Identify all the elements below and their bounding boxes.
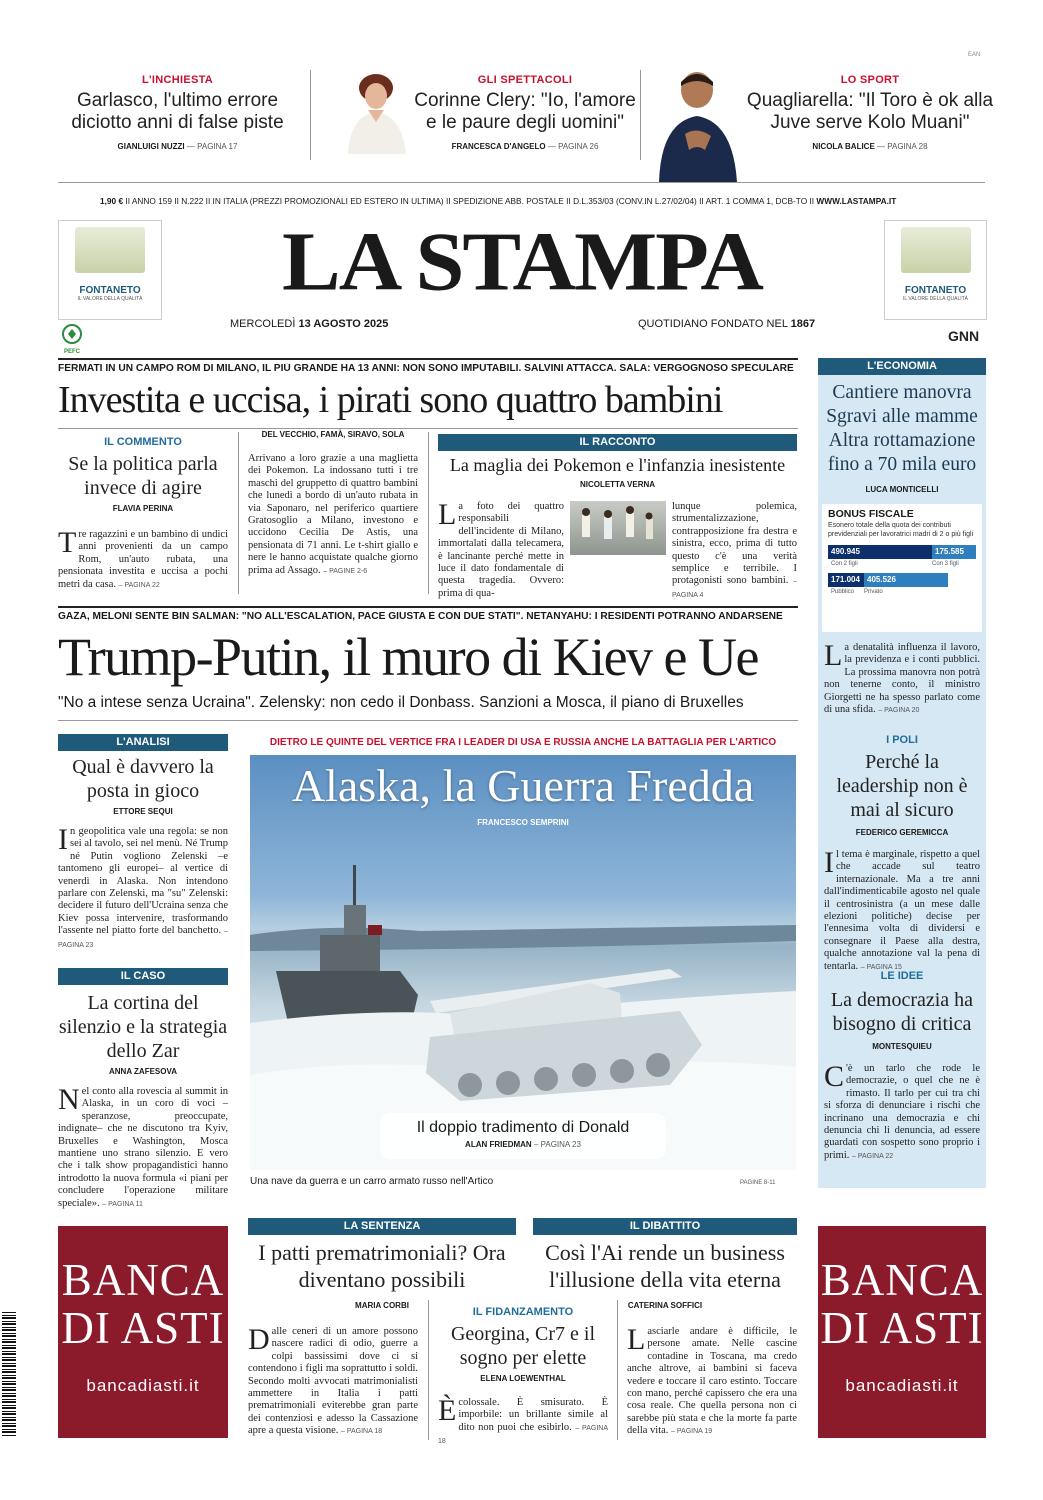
divider (310, 70, 311, 160)
dibattito-body: Lasciarle andare è difficile, le persone amate. Nelle cascine contadine in Toscana, ma credo anche altrove, ai bambini si faceva vedere e toccare il caro estinto. Toccare con mano, perché capissero che era una cosa reale. Che quella persona non ci sarebbe più stata e che la morte fa parte della vita. – PAGINA 19 (627, 1323, 797, 1437)
economia-body: La denatalità influenza il lavoro, la previdenza e i conti pubblici. La prossima manovra non potrà non tenerne conto, il ministro Giorgetti ne ha spesso parlato come di una sfida. – PAGINA 20 (824, 639, 980, 716)
racconto-box[interactable] (438, 434, 797, 602)
idee-box[interactable] (818, 970, 986, 1163)
teaser-title: Corinne Clery: "Io, l'amore e le paure degli uomini" (414, 90, 636, 133)
gnn-logo: GNN (948, 328, 980, 344)
ad-tagline: IL VALORE DELLA QUALITÀ (77, 296, 143, 302)
ad-fontaneto-right[interactable] (884, 220, 987, 320)
bonus-bar-2: 171.004 405.526 (828, 573, 976, 587)
teaser-sport[interactable] (745, 74, 995, 151)
sentenza-kicker: LA SENTENZA (248, 1218, 516, 1235)
dibattito-title: Così l'Ai rende un business l'illusione della vita eterna (545, 1240, 785, 1292)
racconto-body-left: La foto dei quattro responsabili dell'incidente di Milano, immortalati dalla telecamera, è lancinante perché mette in luce il dato fondamentale di questa tragedia. Ovvero: prima di qua- (438, 498, 564, 599)
bank-ad-right[interactable] (818, 1226, 986, 1438)
inset-byline: ALAN FRIEDMAN – PAGINA 23 (465, 1140, 581, 1149)
sentenza-title: I patti prematrimoniali? Ora diventano possibili (258, 1240, 506, 1292)
fidanzamento-title: Georgina, Cr7 e il sogno per elette (450, 1323, 596, 1369)
ad-fontaneto-left[interactable] (58, 220, 162, 320)
divider (640, 70, 641, 160)
economia-box[interactable] (818, 358, 986, 494)
masthead-date: MERCOLEDÌ 13 AGOSTO 2025 (230, 318, 389, 330)
bank-ad-left[interactable] (58, 1226, 228, 1438)
teaser-byline: NICOLA BALICE — PAGINA 28 (812, 142, 928, 151)
teaser-quagliarella-photo (655, 64, 740, 182)
divider (238, 432, 239, 594)
inset-box[interactable] (380, 1113, 666, 1159)
divider (428, 432, 429, 594)
bank-line1: BANCA (61, 1255, 225, 1305)
sentenza-box[interactable] (248, 1218, 516, 1310)
teaser-title: Quagliarella: "Il Toro è ok alla Juve serve Kolo Muani" (746, 90, 994, 133)
pefc-logo: PEFC (60, 324, 84, 352)
teaser-kicker: GLI SPETTACOLI (477, 74, 573, 86)
teaser-title: Garlasco, l'ultimo errore diciotto anni di false piste (71, 90, 284, 133)
commento-title: Se la politica parla invece di agire (68, 453, 218, 499)
idee-body: C 'è un tarlo che rode le democrazie, o quel che ne è rimasto. Il tarlo per cui tra chi si sforza di denunciare i rischi che incrinano una democrazia e chi denuncia chi li denuncia, ad essere guardati con sospetto sono proprio i primi. – PAGINA 22 (824, 1060, 980, 1161)
caso-kicker: IL CASO (58, 968, 228, 985)
poli-kicker: I POLI (886, 734, 918, 746)
racconto-body-right: lunque polemica, strumentalizzazione, contrapposizione fra destra e sinistra, ecco, prima di tutto questo c'è una verità semplice e terribile. I protagonisti sono bambini. – PAGINA 4 (672, 501, 797, 599)
caso-title: La cortina del silenzio e la strategia dello Zar (58, 992, 228, 1062)
dibattito-box[interactable] (533, 1218, 797, 1310)
ean-ref: EAN (968, 52, 981, 58)
bonus-desc: Esonero totale della quota dei contributi previdenziali per lavoratrici madri di 2 o più figli (828, 522, 974, 538)
story1-authors: DEL VECCHIO, FAMÀ, SIRAVO, SOLA (261, 430, 405, 439)
product-image (75, 227, 145, 273)
bank-line2: DI ASTI (820, 1303, 984, 1353)
bonus-bar-1: 490.945 175.585 (828, 545, 976, 559)
sentenza-byline: MARIA CORBI (355, 1301, 409, 1310)
analisi-title: Qual è davvero la posta in gioco (72, 756, 214, 802)
teaser-kicker: L'INCHIESTA (141, 74, 214, 86)
idee-title: La democrazia ha bisogno di critica (830, 989, 974, 1035)
teaser-clery-photo (340, 66, 412, 154)
info-line (100, 196, 945, 206)
story1-body: Arrivano a loro grazie a una maglietta dei Pokemon. La indossano tutti i tre maschi del gruppetto di quattro bambini che lunedì a bordo di un'auto rubata in via Saponaro, nel periferico quartiere Gratosoglio a Milano, investono e uccidono Cecilia De Astis, una pensionata di 71 anni. Le t-shirt giallo e nere le hanno acquistate qualche giorno prima ad Assago. – PAGINE 2-6 (248, 453, 418, 576)
story2-overline: GAZA, MELONI SENTE BIN SALMAN: "NO ALL'ESCALATION, PACE GIUSTA È CON DUE STATI". NETANYAHU: I RESIDENTI POTRANNO ANDARSENE (58, 611, 783, 622)
poli-byline: FEDERICO GEREMICCA (855, 828, 949, 837)
story2-headline[interactable]: Trump-Putin, il muro di Kiev e Ue (58, 627, 758, 687)
idee-byline: MONTESQUIEU (872, 1042, 932, 1051)
poli-body: Il tema è marginale, rispetto a quel che accade sul teatro internazionale. Ma a tre anni dall'indimenticabile agosto nel quale il centrosinistra (a un mese dalle elezioni politiche) decise per l'ennesima volta di dividersi e consegnare il Paese alla destra, qualche annotazione val la pena di tentarla. – PAGINA 15 (824, 846, 980, 972)
commento-box[interactable] (58, 436, 228, 592)
caso-body: Nel conto alla rovescia al summit in Alaska, in un coro di voci –speranzose, preoccupate, indignate– che ne discutono tra Kyiv, Bruxelles e Washington, Mosca mantiene uno strano silenzio. E vero che i talk show propagandistici hanno introdotto la nuova formula «i piani per concludere l'operazione militare speciale». – PAGINA 11 (58, 1083, 228, 1209)
ad-tagline: IL VALORE DELLA QUALITÀ (902, 296, 969, 302)
caso-box[interactable] (58, 968, 228, 1211)
story2-rule-bottom (58, 720, 798, 721)
fidanzamento-byline: ELENA LOEWENTHAL (480, 1374, 566, 1383)
analisi-kicker: L'ANALISI (58, 734, 228, 751)
commento-kicker: IL COMMENTO (104, 436, 182, 448)
bonus-bar-1-labels: Con 2 figli Con 3 figli (831, 561, 959, 567)
economia-kicker: L'ECONOMIA (818, 358, 986, 375)
racconto-title: La maglia dei Pokemon e l'infanzia inesistente (449, 455, 786, 475)
story1-rule (58, 358, 798, 360)
teaser-kicker: LO SPORT (840, 74, 900, 86)
photo-overline: DIETRO LE QUINTE DEL VERTICE FRA I LEADER DI USA E RUSSIA ANCHE LA BATTAGLIA PER L'ARTICO (269, 737, 777, 748)
economia-title: Cantiere manovra Sgravi alle mamme Altra rottamazione fino a 70 mila euro (826, 382, 978, 475)
price: 1,90 € (100, 196, 124, 206)
fidanzamento-box[interactable] (438, 1306, 608, 1449)
bank-url: bancadiasti.it (845, 1376, 959, 1395)
divider (617, 1300, 618, 1440)
teaser-inchiesta[interactable] (55, 74, 300, 151)
divider (428, 1300, 429, 1440)
caso-byline: ANNA ZAFESOVA (109, 1067, 177, 1076)
racconto-kicker: IL RACCONTO (438, 434, 797, 451)
sentenza-body: Dalle ceneri di un amore possono nascere radici di odio, guerre a colpi bassissimi dove ci si contendono i figli ma soprattutto i soldi. Secondo molti avvocati matrimonialisti ammettere in Italia i patti prematrimoniali eviterebbe gran parte dei contenziosi e adesso la Cassazione apre a questa visione. – PAGINA 18 (248, 1323, 418, 1437)
analisi-body: In geopolitica vale una regola: se non sei al tavolo, sei nel menù. Né Trump né Putin vogliono Zelenski –e tantomeno gli europei– al vertice di venerdì in Alaska. Non intendono parlare con Zelenski, ma "su" Zelenski: decidere il futuro dell'Ucraina senza che Kiev possa intervenire, trasformando l'assente nel piatto forte del banchetto. – PAGINA 23 (58, 823, 229, 949)
photo-headline: Alaska, la Guerra Fredda (291, 760, 755, 811)
bonus-fiscale-box (822, 504, 982, 632)
poli-title: Perché la leadership non è mai al sicuro (836, 751, 968, 821)
bank-line2: DI ASTI (61, 1303, 225, 1353)
product-image (901, 227, 971, 273)
story1-overline: FERMATI IN UN CAMPO ROM DI MILANO, IL PIÙ GRANDE HA 13 ANNI: NON SONO IMPUTABILI. SALVINI ATTACCA. SALA: VERGOGNOSO SPECULARE (58, 363, 794, 374)
fidanzamento-kicker: IL FIDANZAMENTO (472, 1306, 574, 1318)
photo-byline: FRANCESCO SEMPRINI (477, 818, 569, 827)
teaser-byline: FRANCESCA D'ANGELO — PAGINA 26 (451, 142, 599, 151)
fidanzamento-body: È colossale. È smisurato. È imporbile: un brillante simile al dito non puoi che esibirlo. – PAGINA 18 (438, 1394, 608, 1446)
dibattito-kicker: IL DIBATTITO (533, 1218, 797, 1235)
dibattito-byline: CATERINA SOFFICI (627, 1301, 703, 1310)
analisi-byline: ETTORE SEQUI (113, 807, 173, 816)
barcode (2, 1312, 16, 1436)
teaser-spettacoli[interactable] (410, 74, 640, 151)
bonus-bar-2-labels: Pubblico Privato (831, 589, 883, 595)
racconto-byline: NICOLETTA VERNA (579, 480, 656, 489)
economia-byline: LUCA MONTICELLI (865, 485, 939, 494)
story2-rule (58, 606, 798, 608)
site-link[interactable]: WWW.LASTAMPA.IT (816, 196, 897, 206)
inset-title: Il doppio tradimento di Donald (416, 1119, 630, 1136)
issue-details: II ANNO 159 II N.222 II IN ITALIA (PREZZI PROMOZIONALI ED ESTERO IN ULTIMA) II SPEDIZIONE ABB. POSTALE II D.L.353/03 (CONV.IN L.27/02/04) II ART. 1 COMMA 1, DCB-TO II (125, 196, 815, 206)
photo-pages: PAGINE 8-11 (740, 1180, 776, 1186)
story1-headline[interactable]: Investita e uccisa, i pirati sono quattro bambini (58, 379, 723, 421)
bonus-title: BONUS FISCALE (828, 508, 914, 520)
commento-byline: FLAVIA PERINA (112, 504, 174, 513)
story1-body-col (248, 430, 418, 578)
masthead-founded: QUOTIDIANO FONDATO NEL 1867 (638, 318, 816, 330)
masthead-title: LA STAMPA (282, 216, 762, 309)
photo-caption: Una nave da guerra e un carro armato russo nell'Artico (250, 1176, 494, 1187)
teaser-byline: GIANLUIGI NUZZI — PAGINA 17 (117, 142, 238, 151)
ad-brand: FONTANETO (79, 285, 141, 296)
commento-body: Tre ragazzini e un bambino di undici anni provenienti da un campo Rom, un'auto rubata, una pensionata investita e uccisa a pochi metri da casa. – PAGINA 22 (58, 526, 228, 590)
ad-brand: FONTANETO (904, 285, 967, 296)
story2-subhead: "No a intese senza Ucraina". Zelensky: non cedo il Donbass. Sanzioni a Mosca, il piano di Bruxelles (58, 694, 744, 711)
story1-rule-bottom (58, 428, 798, 429)
top-rule (58, 182, 985, 183)
bank-line1: BANCA (820, 1255, 984, 1305)
poli-box[interactable] (818, 734, 986, 974)
bank-url: bancadiasti.it (86, 1376, 200, 1395)
analisi-box[interactable] (58, 734, 228, 952)
racconto-photo (570, 501, 666, 555)
idee-kicker: LE IDEE (880, 970, 924, 982)
